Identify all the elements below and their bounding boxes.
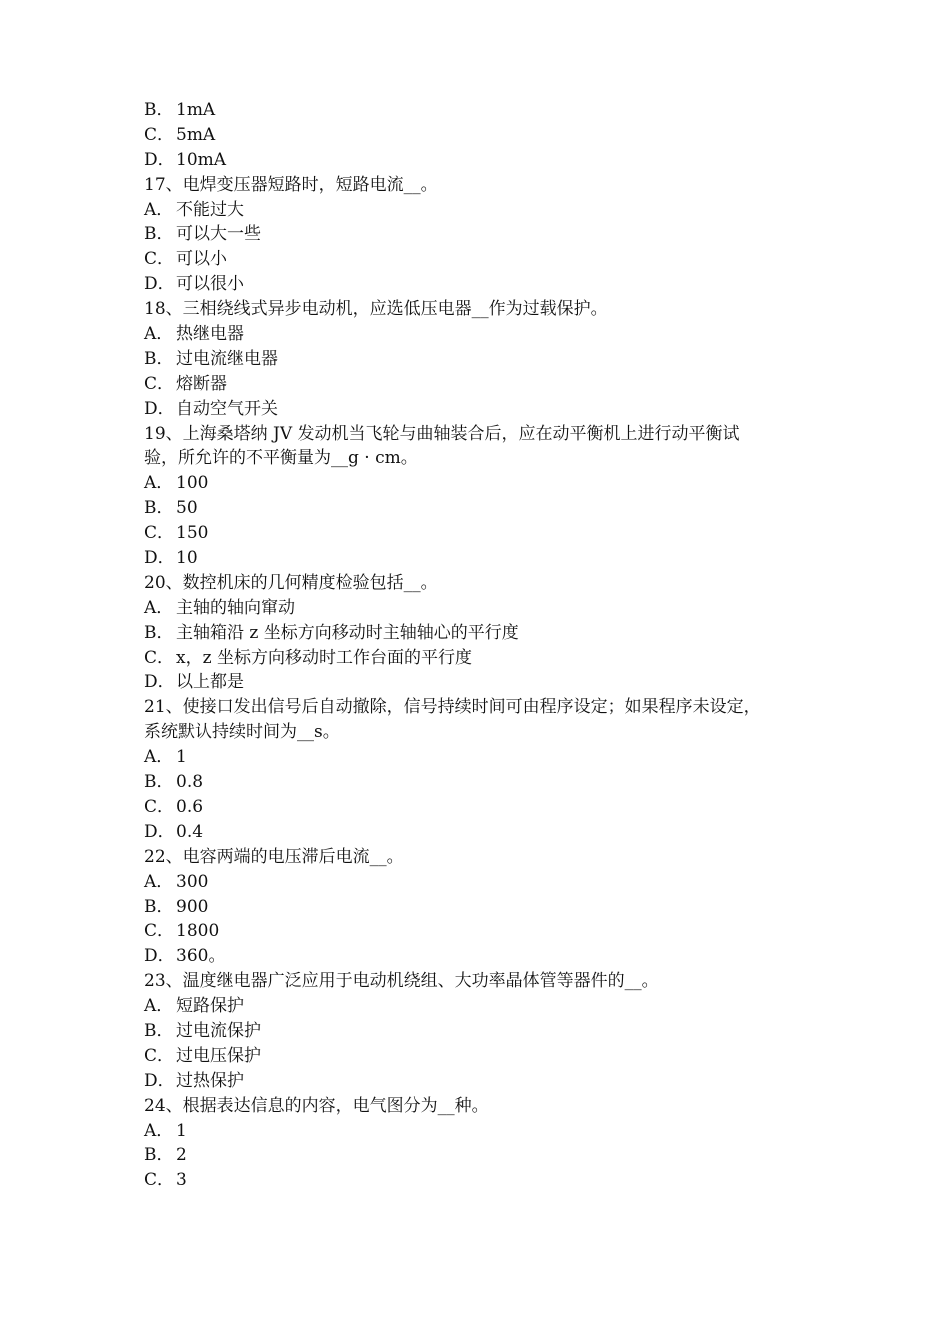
- option-letter: C．: [144, 249, 175, 270]
- question-text: 19、上海桑塔纳 JV 发动机当飞轮与曲轴装合后，应在动平衡机上进行动平衡试: [144, 423, 740, 444]
- question-text: 23、温度继电器广泛应用于电动机绕组、大功率晶体管等器件的__。: [144, 971, 659, 992]
- answer-option: [144, 322, 814, 347]
- option-letter: A．: [144, 199, 174, 220]
- answer-option: [144, 994, 814, 1019]
- question-text: 系统默认持续时间为__s。: [144, 722, 340, 743]
- option-text: 10: [176, 548, 198, 569]
- question-text: 20、数控机床的几何精度检验包括__。: [144, 572, 438, 593]
- answer-option: [144, 198, 814, 223]
- option-letter: C．: [144, 796, 175, 817]
- answer-option: [144, 621, 814, 646]
- option-text: 过电流继电器: [176, 348, 278, 369]
- question-text: 22、电容两端的电压滞后电流__。: [144, 846, 404, 867]
- answer-option: [144, 596, 814, 621]
- answer-option: [144, 919, 814, 944]
- option-text: 900: [176, 896, 209, 917]
- option-text: 热继电器: [176, 324, 244, 345]
- option-text: 主轴的轴向窜动: [176, 597, 295, 618]
- option-text: 可以很小: [176, 274, 244, 295]
- option-letter: A．: [144, 597, 174, 618]
- question-text: 24、根据表达信息的内容，电气图分为__种。: [144, 1095, 489, 1116]
- option-letter: C．: [144, 124, 175, 145]
- option-text: 自动空气开关: [176, 398, 278, 419]
- option-text: 过热保护: [176, 1070, 244, 1091]
- option-letter: A．: [144, 747, 174, 768]
- option-letter: B．: [144, 1020, 174, 1041]
- option-text: 可以大一些: [176, 224, 261, 245]
- option-text: 50: [176, 498, 198, 519]
- option-text: 5mA: [176, 124, 216, 145]
- option-letter: B．: [144, 1145, 174, 1166]
- option-letter: C．: [144, 1045, 175, 1066]
- option-letter: C．: [144, 921, 175, 942]
- option-letter: D．: [144, 672, 175, 693]
- option-letter: D．: [144, 398, 175, 419]
- answer-option: [144, 944, 814, 969]
- answer-option: [144, 496, 814, 521]
- option-letter: A．: [144, 871, 174, 892]
- option-letter: B．: [144, 498, 174, 519]
- option-letter: B．: [144, 896, 174, 917]
- option-letter: B．: [144, 100, 174, 120]
- answer-option: [144, 646, 814, 671]
- option-letter: A．: [144, 324, 174, 345]
- option-letter: A．: [144, 1120, 174, 1141]
- answer-option: [144, 272, 814, 297]
- option-text: 可以小: [176, 249, 227, 270]
- answer-option: [144, 1143, 814, 1168]
- answer-option: [144, 770, 814, 795]
- option-text: 过电流保护: [176, 1020, 261, 1041]
- answer-option: [144, 546, 814, 571]
- answer-option: [144, 895, 814, 920]
- answer-option: [144, 123, 814, 148]
- option-text: 0.8: [176, 772, 204, 793]
- option-text: 10mA: [176, 149, 227, 170]
- option-text: 1: [176, 1120, 187, 1141]
- option-letter: A．: [144, 473, 174, 494]
- answer-option: [144, 397, 814, 422]
- option-letter: C．: [144, 1170, 175, 1191]
- option-letter: B．: [144, 772, 174, 793]
- option-text: 0.4: [176, 821, 204, 842]
- answer-option: [144, 148, 814, 173]
- answer-option: [144, 670, 814, 695]
- answer-option: [144, 471, 814, 496]
- option-letter: D．: [144, 1070, 175, 1091]
- option-text: 300: [176, 871, 209, 892]
- answer-option: [144, 795, 814, 820]
- option-letter: D．: [144, 946, 175, 967]
- answer-option: [144, 1119, 814, 1144]
- question-text: 21、使接口发出信号后自动撤除，信号持续时间可由程序设定；如果程序未设定，: [144, 697, 761, 718]
- answer-option: [144, 1019, 814, 1044]
- option-text: 1800: [176, 921, 220, 942]
- option-letter: D．: [144, 548, 175, 569]
- option-text: 不能过大: [176, 199, 244, 220]
- answer-option: [144, 372, 814, 397]
- option-text: 1: [176, 747, 187, 768]
- answer-option: [144, 1044, 814, 1069]
- answer-option: [144, 870, 814, 895]
- option-text: 以上都是: [176, 672, 244, 693]
- option-letter: C．: [144, 523, 175, 544]
- option-text: 150: [176, 523, 209, 544]
- answer-option: [144, 247, 814, 272]
- option-letter: D．: [144, 821, 175, 842]
- option-letter: C．: [144, 647, 175, 668]
- answer-option: [144, 347, 814, 372]
- option-text: x，z 坐标方向移动时工作台面的平行度: [176, 647, 472, 668]
- question-text: 17、电焊变压器短路时，短路电流__。: [144, 174, 438, 195]
- option-letter: D．: [144, 274, 175, 295]
- option-text: 360。: [176, 946, 226, 967]
- exam-question-list: [144, 98, 814, 1193]
- answer-option: [144, 1168, 814, 1193]
- question-text: 18、三相绕线式异步电动机，应选低压电器__作为过载保护。: [144, 299, 608, 320]
- option-letter: D．: [144, 149, 175, 170]
- option-text: 主轴箱沿 z 坐标方向移动时主轴轴心的平行度: [176, 622, 519, 643]
- answer-option: [144, 820, 814, 845]
- answer-option: [144, 222, 814, 247]
- answer-option: [144, 521, 814, 546]
- option-text: 熔断器: [176, 373, 227, 394]
- option-text: 1mA: [176, 100, 216, 120]
- option-letter: B．: [144, 348, 174, 369]
- answer-option: [144, 98, 814, 123]
- answer-option: [144, 1069, 814, 1094]
- option-text: 100: [176, 473, 209, 494]
- option-letter: C．: [144, 373, 175, 394]
- answer-option: [144, 745, 814, 770]
- option-letter: B．: [144, 224, 174, 245]
- option-text: 3: [176, 1170, 187, 1191]
- option-text: 0.6: [176, 796, 204, 817]
- option-text: 过电压保护: [176, 1045, 261, 1066]
- option-letter: B．: [144, 622, 174, 643]
- option-text: 2: [176, 1145, 187, 1166]
- question-text: 验，所允许的不平衡量为__g · cm。: [144, 448, 418, 469]
- option-text: 短路保护: [176, 996, 244, 1017]
- option-letter: A．: [144, 996, 174, 1017]
